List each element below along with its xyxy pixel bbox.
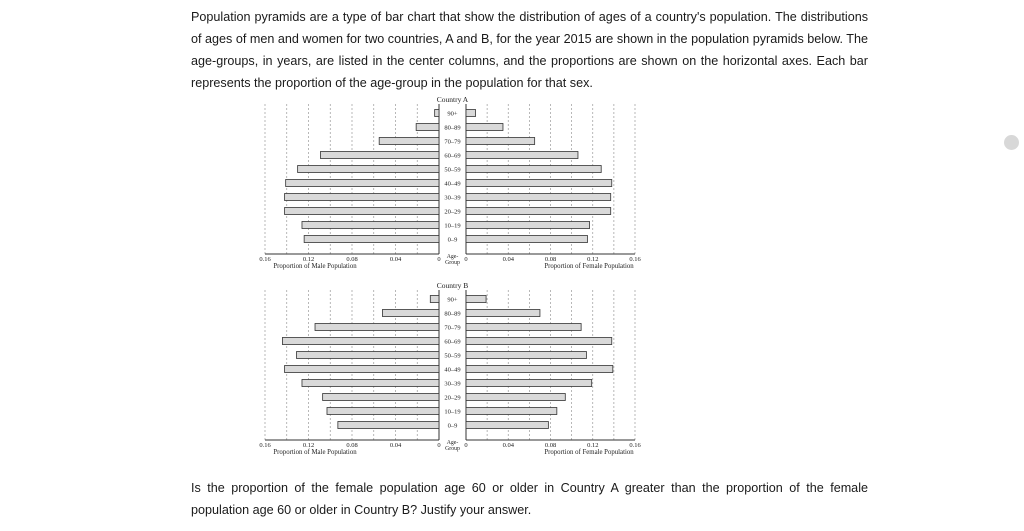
age-group-label: 40–49 (444, 180, 461, 188)
female-bar (466, 394, 565, 401)
female-bar (466, 296, 486, 303)
male-tick-label: 0.12 (302, 442, 315, 449)
male-bar (327, 408, 439, 415)
age-group-label: 50–59 (444, 352, 461, 360)
age-group-label: 80–89 (444, 124, 461, 132)
female-axis-title: Proportion of Female Population (544, 449, 634, 456)
female-bar (466, 422, 548, 429)
scroll-indicator[interactable] (1004, 135, 1019, 150)
female-tick-label: 0.04 (502, 442, 514, 449)
male-bar (416, 124, 439, 131)
male-bar (304, 236, 439, 243)
age-group-label: 0–9 (447, 422, 458, 430)
male-axis-title: Proportion of Male Population (273, 263, 357, 270)
female-bar (466, 338, 612, 345)
female-bar (466, 180, 612, 187)
age-group-label: 20–29 (444, 208, 461, 216)
age-group-label: 70–79 (444, 324, 461, 332)
male-bar (435, 110, 439, 117)
male-bar (298, 166, 439, 173)
female-bar (466, 194, 611, 201)
female-bar (466, 208, 611, 215)
male-bar (382, 310, 439, 317)
male-tick-label: 0.08 (346, 442, 358, 449)
female-tick-label: 0.04 (502, 256, 514, 263)
male-tick-label: 0.12 (302, 256, 315, 263)
age-group-label: 60–69 (444, 338, 461, 346)
female-bar (466, 138, 535, 145)
chart-title: Country A (436, 95, 469, 104)
male-tick-label: 0.08 (346, 256, 358, 263)
female-bar (466, 124, 503, 131)
age-group-label: 40–49 (444, 366, 461, 374)
female-bar (466, 380, 592, 387)
male-tick-label: 0.16 (259, 256, 271, 263)
female-tick-label: 0 (464, 256, 468, 263)
age-group-label: 90+ (447, 110, 458, 118)
male-axis-title: Proportion of Male Population (273, 449, 357, 456)
center-axis-label: Age-Group (445, 440, 460, 452)
pyramid-svg (255, 94, 650, 274)
male-bar (285, 208, 439, 215)
female-bar (466, 152, 578, 159)
female-tick-label: 0.08 (544, 256, 557, 263)
female-bar (466, 324, 581, 331)
female-bar (466, 352, 586, 359)
female-bar (466, 408, 557, 415)
age-group-label: 30–39 (444, 194, 461, 202)
male-bar (285, 194, 439, 201)
male-bar (302, 380, 439, 387)
male-tick-label: 0.04 (389, 256, 402, 263)
female-tick-label: 0.08 (544, 442, 557, 449)
female-axis-title: Proportion of Female Population (544, 263, 634, 270)
male-bar (282, 338, 439, 345)
male-tick-label: 0.04 (389, 442, 402, 449)
age-group-label: 50–59 (444, 166, 461, 174)
age-group-label: 10–19 (444, 222, 461, 230)
age-group-label: 90+ (447, 296, 458, 304)
intro-paragraph: Population pyramids are a type of bar chart that show the distribution of ages of a country's population. The distributions of ages of men and women for two countries, A and B, for the year 2015 are shown in the population pyramids below. The age-groups, in years, are listed in the center columns, and the proportions are shown on the horizontal axes. Each bar represents the proportion of the age-group in the population for that sex. (191, 10, 868, 90)
age-group-label: 0–9 (447, 236, 458, 244)
female-tick-label: 0.16 (629, 256, 641, 263)
age-group-label: 80–89 (444, 310, 461, 318)
male-tick-label: 0.16 (259, 442, 271, 449)
pyramid-svg (255, 280, 650, 460)
female-tick-label: 0.16 (629, 442, 641, 449)
male-bar (315, 324, 439, 331)
male-bar (320, 152, 439, 159)
female-bar (466, 222, 590, 229)
male-bar (285, 366, 439, 373)
female-bar (466, 310, 540, 317)
female-tick-label: 0 (464, 442, 468, 449)
female-tick-label: 0.12 (587, 442, 599, 449)
male-tick-label: 0 (437, 256, 441, 263)
age-group-label: 30–39 (444, 380, 461, 388)
age-group-label: 10–19 (444, 408, 461, 416)
male-bar (323, 394, 439, 401)
age-group-label: 20–29 (444, 394, 461, 402)
pyramid-chart-country-a (255, 94, 650, 274)
female-tick-label: 0.12 (587, 256, 599, 263)
center-axis-label: Age-Group (445, 254, 460, 266)
age-group-label: 70–79 (444, 138, 461, 146)
female-bar (466, 236, 587, 243)
male-tick-label: 0 (437, 442, 441, 449)
female-bar (466, 110, 476, 117)
male-bar (379, 138, 439, 145)
male-bar (338, 422, 439, 429)
pyramid-chart-country-b (255, 280, 650, 460)
male-bar (297, 352, 439, 359)
age-group-label: 60–69 (444, 152, 461, 160)
male-bar (430, 296, 439, 303)
male-bar (302, 222, 439, 229)
female-bar (466, 166, 601, 173)
chart-title: Country B (436, 281, 469, 290)
question-paragraph: Is the proportion of the female population age 60 or older in Country A greater than the proportion of the female population age 60 or older in Country B? Justify your answer. (191, 481, 868, 517)
male-bar (286, 180, 439, 187)
female-bar (466, 366, 613, 373)
